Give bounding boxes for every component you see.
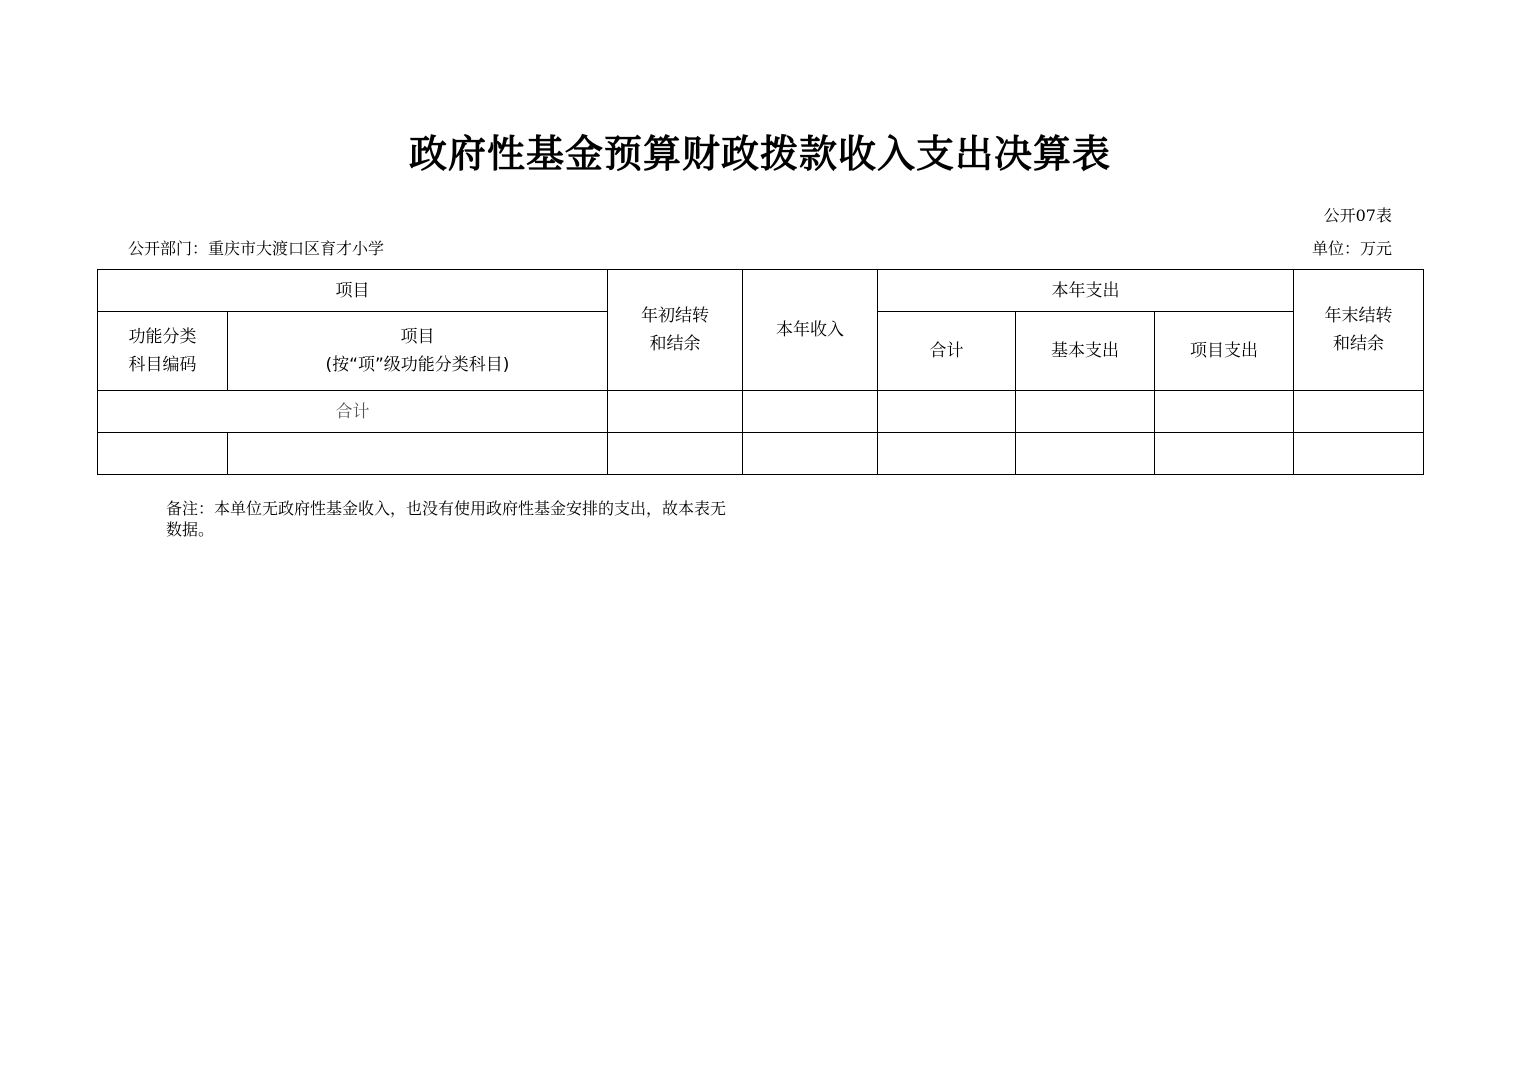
header-project-group: 项目 bbox=[98, 270, 608, 312]
header-project-name-line1: 项目 bbox=[400, 327, 435, 347]
total-current-income-cell bbox=[743, 391, 878, 433]
empty-data-row bbox=[98, 433, 1424, 475]
total-ending-balance-cell bbox=[1294, 391, 1424, 433]
header-beginning-balance-line2: 和结余 bbox=[649, 334, 701, 354]
page-title: 政府性基金预算财政拨款收入支出决算表 bbox=[408, 132, 1111, 176]
empty-expense-total-cell bbox=[878, 433, 1016, 475]
empty-project-name-cell bbox=[228, 433, 608, 475]
header-beginning-balance bbox=[608, 270, 743, 391]
header-row-1 bbox=[98, 270, 1424, 312]
header-project-name-line2: (按“项”级功能分类科目) bbox=[325, 355, 510, 375]
total-row-label: 合计 bbox=[98, 391, 608, 433]
department-label: 公开部门：重庆市大渡口区育才小学 bbox=[128, 239, 385, 258]
empty-current-income-cell bbox=[743, 433, 878, 475]
header-ending-balance-line2: 和结余 bbox=[1333, 334, 1385, 354]
remark-note-line2: 数据。 bbox=[166, 520, 215, 539]
budget-table bbox=[97, 269, 1424, 475]
total-beginning-balance-cell bbox=[608, 391, 743, 433]
empty-basic-expense-cell bbox=[1016, 433, 1155, 475]
empty-project-expense-cell bbox=[1155, 433, 1294, 475]
header-beginning-balance-line1: 年初结转 bbox=[641, 306, 709, 326]
header-expense-total: 合计 bbox=[878, 312, 1016, 391]
empty-ending-balance-cell bbox=[1294, 433, 1424, 475]
header-func-code bbox=[98, 312, 228, 391]
form-code: 公开07表 bbox=[1323, 206, 1392, 225]
header-func-code-line2: 科目编码 bbox=[128, 355, 197, 375]
header-project-name bbox=[228, 312, 608, 391]
header-current-expense-group: 本年支出 bbox=[878, 270, 1294, 312]
empty-func-code-cell bbox=[98, 433, 228, 475]
header-current-income: 本年收入 bbox=[743, 270, 878, 391]
total-row bbox=[98, 391, 1424, 433]
empty-beginning-balance-cell bbox=[608, 433, 743, 475]
total-expense-total-cell bbox=[878, 391, 1016, 433]
header-ending-balance bbox=[1294, 270, 1424, 391]
header-basic-expense: 基本支出 bbox=[1016, 312, 1155, 391]
header-ending-balance-line1: 年末结转 bbox=[1324, 306, 1393, 326]
remark-note-line1: 备注：本单位无政府性基金收入，也没有使用政府性基金安排的支出，故本表无 bbox=[166, 499, 727, 518]
unit-label: 单位：万元 bbox=[1311, 239, 1392, 258]
total-basic-expense-cell bbox=[1016, 391, 1155, 433]
header-func-code-line1: 功能分类 bbox=[128, 327, 197, 347]
total-project-expense-cell bbox=[1155, 391, 1294, 433]
remark-note bbox=[166, 498, 846, 540]
header-project-expense: 项目支出 bbox=[1155, 312, 1294, 391]
